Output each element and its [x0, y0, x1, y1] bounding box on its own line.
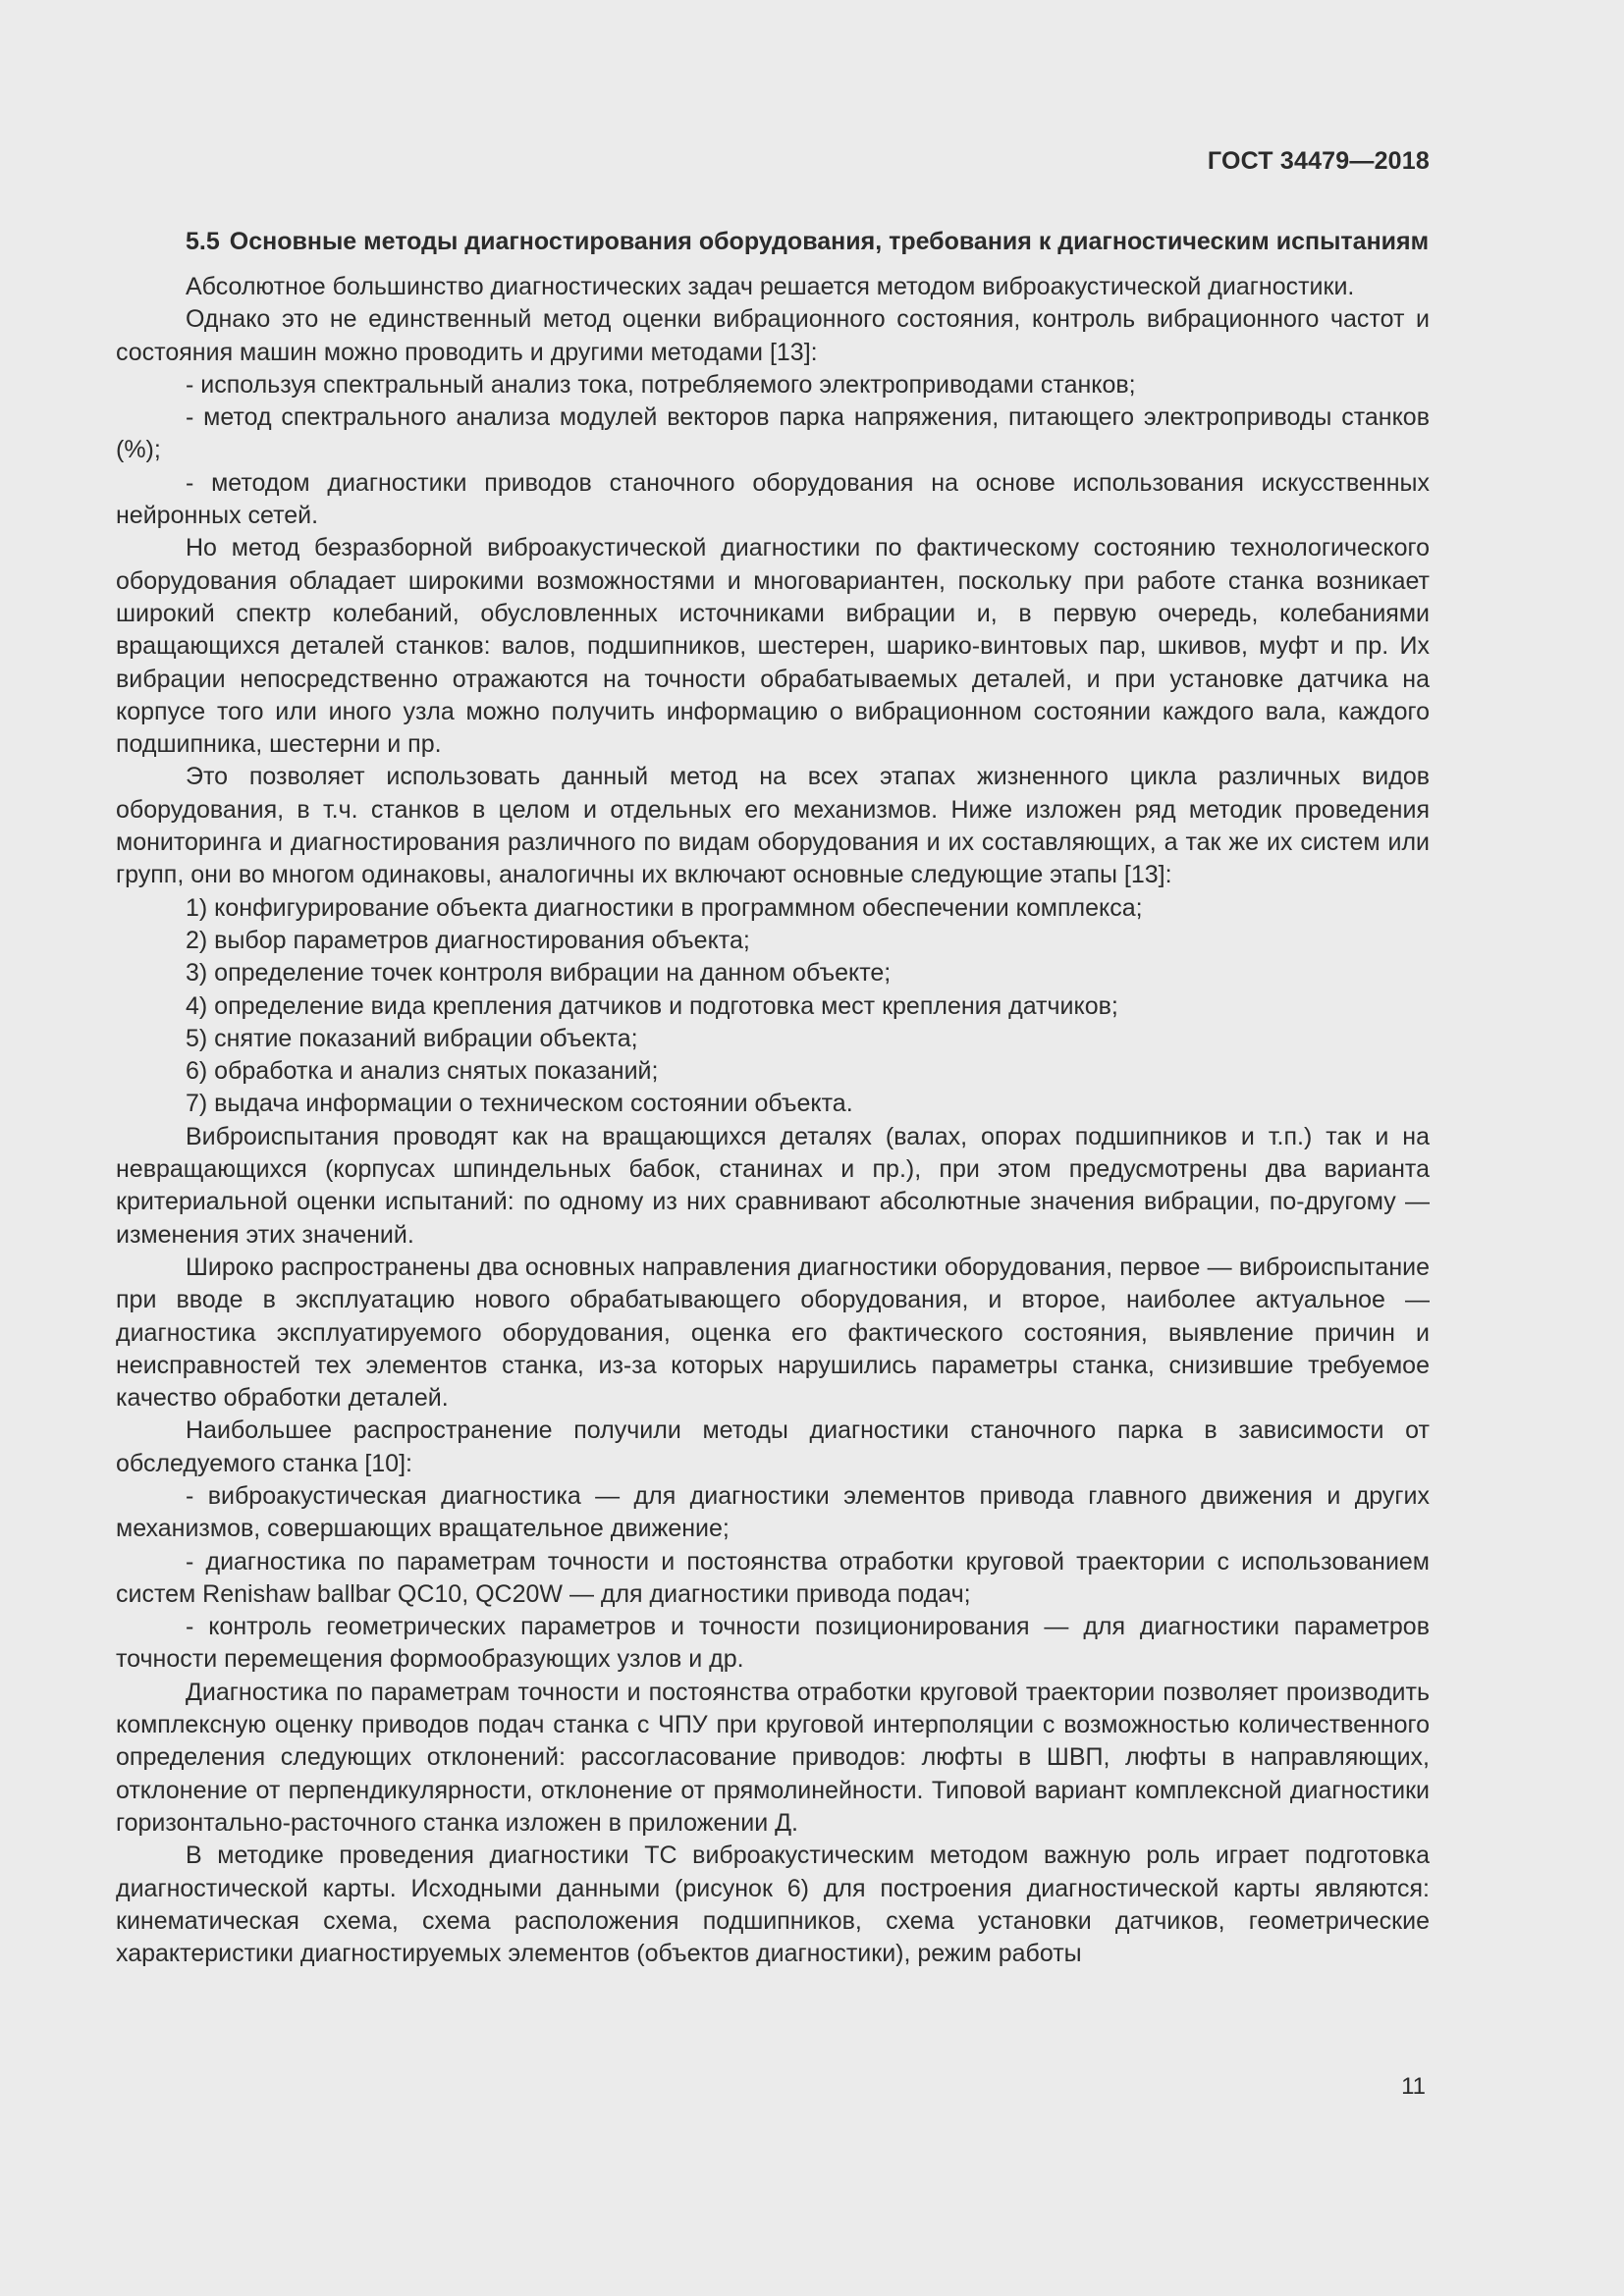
section-heading	[116, 226, 1430, 257]
bullet-item: - метод спектрального анализа модулей векторов парка напряжения, питающего электроприводы станков (%);	[116, 403, 1430, 464]
step-item: 2) выбор параметров диагностирования объекта;	[186, 926, 750, 954]
bullet-item: - виброакустическая диагностика — для диагностики элементов привода главного движения и других механизмов, совершающих вращательное движение;	[116, 1481, 1430, 1543]
bullet-item: - контроль геометрических параметров и точности позиционирования — для диагностики параметров точности перемещения формообразующих узлов и др.	[116, 1613, 1430, 1674]
section-title: Основные методы диагностирования оборудования, требования к диагностическим испытаниям	[229, 228, 1430, 255]
document-code: ГОСТ 34479—2018	[1207, 147, 1430, 175]
page-body	[116, 226, 1430, 1970]
paragraph-2: Однако это не единственный метод оценки вибрационного состояния, контроль вибрационного частот и состояния машин можно проводить и другими методами [13]:	[116, 305, 1430, 366]
step-item: 1) конфигурирование объекта диагностики в программном обеспечении комплекса;	[186, 893, 1143, 922]
bullet-item: - диагностика по параметрам точности и постоянства отработки круговой траектории с использованием систем Renishaw ballbar QC10, QC20W — для диагностики привода подач;	[116, 1547, 1430, 1608]
step-item: 5) снятие показаний вибрации объекта;	[186, 1024, 638, 1052]
step-item: 7) выдача информации о техническом состоянии объекта.	[186, 1090, 853, 1118]
paragraph-3: Но метод безразборной виброакустической диагностики по фактическому состоянию технологического оборудования обладает широкими возможностями и многовариантен, поскольку при работе станка возникает широкий спектр колебаний, обусловленных источниками вибрации и, в первую очередь, колебаниями вращающихся деталей станков: валов, подшипников, шестерен, шарико-винтовых пар, шкивов, муфт и пр. Их вибрации непосредственно отражаются на точности обрабатываемых деталей, и при установке датчика на корпусе того или иного узла можно получить информацию о вибрационном состоянии каждого вала, каждого подшипника, шестерни и пр.	[116, 534, 1430, 759]
paragraph-5: Виброиспытания проводят как на вращающихся деталях (валах, опорах подшипников и т.п.) так и на невращающихся (корпусах шпиндельных бабок, станинах и пр.), при этом предусмотрены два варианта критериальной оценки испытаний: по одному из них сравнивают абсолютные значения вибрации, по-другому — изменения этих значений.	[116, 1122, 1430, 1249]
step-item: 6) обработка и анализ снятых показаний;	[186, 1057, 659, 1086]
section-number: 5.5	[186, 228, 220, 255]
page-number: 11	[1401, 2073, 1426, 2100]
paragraph-1: Абсолютное большинство диагностических задач решается методом виброакустической диагностики.	[186, 273, 1355, 300]
step-item: 3) определение точек контроля вибрации на данном объекте;	[186, 959, 892, 988]
step-item: 4) определение вида крепления датчиков и подготовка мест крепления датчиков;	[186, 991, 1118, 1020]
paragraph-8: Диагностика по параметрам точности и постоянства отработки круговой траектории позволяет производить комплексную оценку приводов подач станка с ЧПУ при круговой интерполяции с возможностью количественного определения следующих отклонений: рассогласование приводов: люфты в ШВП, люфты в направляющих, отклонение от перпендикулярности, отклонение от прямолинейности. Типовой вариант комплексной диагностики горизонтально-расточного станка изложен в приложении Д.	[116, 1678, 1430, 1837]
bullet-item: - методом диагностики приводов станочного оборудования на основе использования искусственных нейронных сетей.	[116, 468, 1430, 530]
bullet-item: - используя спектральный анализ тока, потребляемого электроприводами станков;	[186, 370, 1136, 399]
paragraph-4: Это позволяет использовать данный метод на всех этапах жизненного цикла различных видов оборудования, в т.ч. станков в целом и отдельных его механизмов. Ниже изложен ряд методик проведения мониторинга и диагностирования различного по видам оборудования и их составляющих, а так же их систем или групп, они во многом одинаковы, аналогичны их включают основные следующие этапы [13]:	[116, 763, 1430, 889]
paragraph-6: Широко распространены два основных направления диагностики оборудования, первое — виброиспытание при вводе в эксплуатацию нового обрабатывающего оборудования, и второе, наиболее актуальное — диагностика эксплуатируемого оборудования, оценка его фактического состояния, выявление причин и неисправностей тех элементов станка, из-за которых нарушились параметры станка, снизившие требуемое качество обработки деталей.	[116, 1253, 1430, 1413]
paragraph-7: Наибольшее распространение получили методы диагностики станочного парка в зависимости от обследуемого станка [10]:	[116, 1416, 1430, 1477]
paragraph-9: В методике проведения диагностики ТС виброакустическим методом важную роль играет подготовка диагностической карты. Исходными данными (рисунок 6) для построения диагностической карты являются: кинематическая схема, схема расположения подшипников, схема установки датчиков, геометрические характеристики диагностируемых элементов (объектов диагностики), режим работы	[116, 1842, 1430, 1968]
